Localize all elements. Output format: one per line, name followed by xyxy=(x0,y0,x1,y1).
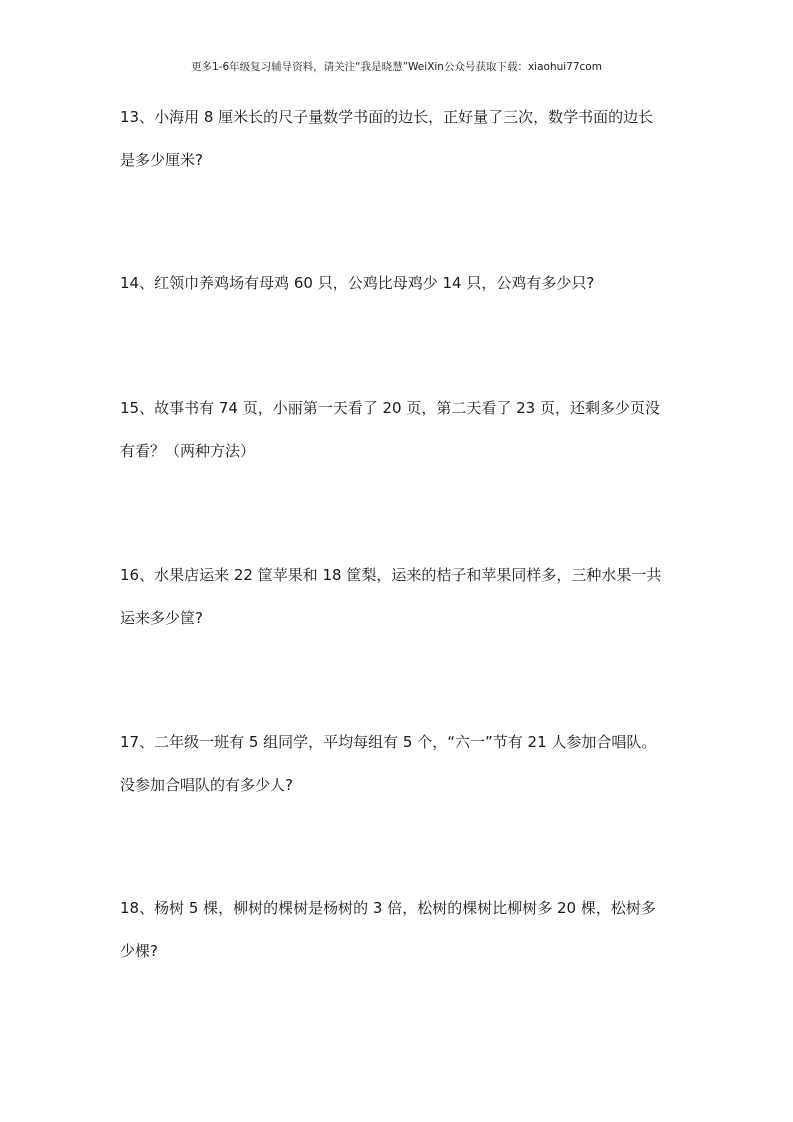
problem-14 xyxy=(120,272,680,294)
problem-18-line-1: 18、杨树 5 棵，柳树的棵树是杨树的 3 倍，松树的棵树比柳树多 20 棵，松树多 xyxy=(120,899,656,917)
problem-16-line-2: 运来多少筐? xyxy=(120,609,203,627)
problem-17-line-2: 没参加合唱队的有多少人? xyxy=(120,776,293,794)
problem-16 xyxy=(120,564,680,629)
problem-13-line-1: 13、小海用 8 厘米长的尺子量数学书面的边长，正好量了三次，数学书面的边长 xyxy=(120,108,654,126)
page-header: 更多1-6年级复习辅导资料，请关注“我是晓慧”WeiXin公众号获取下载：xiaohui77com xyxy=(191,61,602,73)
problem-14-line-1: 14、红领巾养鸡场有母鸡 60 只，公鸡比母鸡少 14 只，公鸡有多少只? xyxy=(120,274,595,292)
problem-17-line-1: 17、二年级一班有 5 组同学，平均每组有 5 个，“六一”节有 21 人参加合唱队。 xyxy=(120,733,657,751)
problem-15 xyxy=(120,397,680,462)
problem-15-line-2: 有看？（两种方法） xyxy=(120,442,256,460)
problem-15-line-1: 15、故事书有 74 页，小丽第一天看了 20 页，第二天看了 23 页，还剩多少页没 xyxy=(120,399,660,417)
problem-18 xyxy=(120,897,680,962)
problem-13 xyxy=(120,106,680,171)
problem-13-line-2: 是多少厘米? xyxy=(120,151,203,169)
problem-18-line-2: 少棵? xyxy=(120,942,158,960)
problem-17 xyxy=(120,731,680,796)
problem-16-line-1: 16、水果店运来 22 筐苹果和 18 筐梨，运来的桔子和苹果同样多，三种水果一共 xyxy=(120,566,662,584)
